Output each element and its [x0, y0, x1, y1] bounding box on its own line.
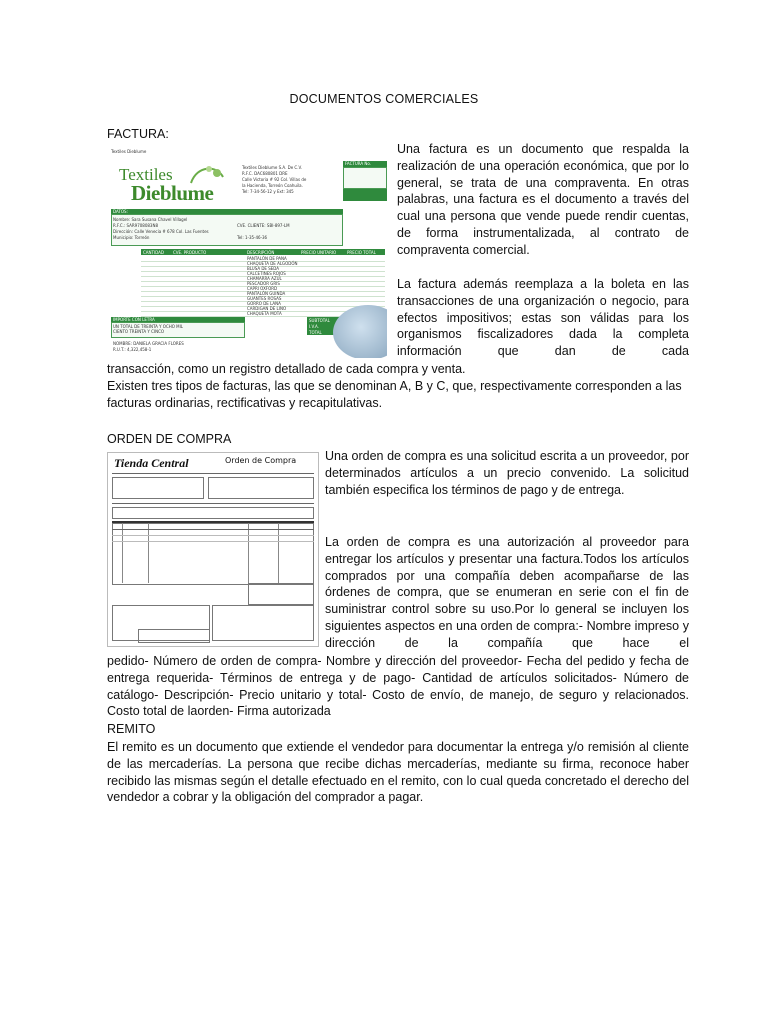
- invoice-nombre-line: NOMBRE: DANIELA GRACIA FLORES: [113, 341, 184, 346]
- invoice-item-description: CHAQUETA MOTA: [247, 311, 282, 316]
- remito-heading: REMITO: [107, 722, 156, 736]
- factura-paragraph-2a: La factura además reemplaza a la boleta en las transacciones de una organización o negocio, para efectos impositivos; estas son válidas para los organismos fiscalizadores dada la completa información que dan de cada: [397, 277, 689, 359]
- invoice-col-descripcion: DESCRIPCIÓN: [247, 250, 275, 255]
- invoice-col-precio: PRECIO UNITARIO: [301, 250, 337, 255]
- orden-paragraph-2a: La orden de compra es una autorización al proveedor para entregar los artículos y presentar una factura.Todos los artículos comprados por una compañía deben acompañarse de las órdenes de compra, que se enumeran en serie con el fin de suministrar control sobre su uso.Por lo general se incluyen los siguientes aspectos en una orden de compra:- Nombre impreso y dirección de la compañía que hace el: [325, 535, 689, 650]
- remito-paragraph-1: El remito es un documento que extiende el vendedor para documentar la entrega y/o remisión al cliente de las mercaderías. La persona que recibe dichas mercaderías, mediante su firma, reconoce haber recibido las mismas según el detalle efectuado en el remito, con lo cual queda concretado el derecho del vendedor a cobrar y la obligación del comprador a pagar.: [107, 740, 689, 805]
- invoice-importe-label: IMPORTE CON LETRA: [113, 317, 155, 322]
- invoice-item-description: CARDIGAN DE LINO: [247, 306, 287, 311]
- invoice-item-description: PANTALÓN GUINDA: [247, 291, 286, 296]
- invoice-company-line: Textiles Dieblume: [111, 149, 147, 154]
- order-brand: Tienda Central: [114, 456, 189, 470]
- orden-paragraph-1: Una orden de compra es una solicitud escrita a un proveedor, por determinados artículos a un precio convenido. La solicitud también especifica los términos de pago y de entrega.: [325, 449, 689, 497]
- invoice-iva-label: I.V.A.: [309, 324, 319, 329]
- invoice-item-description: PESCADOR GRIS: [247, 281, 280, 286]
- invoice-subtotal-label: SUBTOTAL: [309, 318, 330, 323]
- invoice-item-description: PANTALÓN DE PANA: [247, 256, 287, 261]
- invoice-item-description: CHAQUETA DE ALGODÓN: [247, 261, 298, 266]
- factura-heading: FACTURA:: [107, 127, 169, 141]
- invoice-logo-word1: Textiles: [119, 165, 173, 184]
- orden-paragraph-2b: pedido- Número de orden de compra- Nombre y dirección del proveedor- Fecha del pedido y fecha de entrega requerida- Términos de entrega y de pago- Cantidad de artículos solicitados- Número de catálogo- Descripción- Precio unitario y total- Costo de envío, de manejo, de seguro y relacionados. Costo total de laorden- Firma autorizada: [107, 654, 689, 719]
- invoice-logo-word2: Dieblume: [131, 181, 214, 205]
- invoice-col-producto: CVE. PRODUCTO: [173, 250, 207, 255]
- invoice-header-info: Textiles Dieblume S.A. De C.V.: [242, 165, 302, 170]
- invoice-item-description: GORRO DE LANA: [247, 301, 281, 306]
- invoice-item-description: BLUSA DE SEDA: [247, 266, 280, 271]
- invoice-total-label: TOTAL: [309, 330, 322, 335]
- flower-logo-icon: [187, 163, 227, 189]
- invoice-image: Textiles Dieblume Textiles Dieblume Textiles Dieblume S.A. De C.V. R.F.C. DAC680801 DRE Calle Victoria # 92 Col. Villas de la Hacienda, Torreón Coahuila. Tel: 7-34-56-12 y Ext: 345 FACTURA No. DATOS: Nombre: Sara Susana Chavel Villagel R.F.C.: SAR9708083N8 Dirección: Calle Venecia # 678 Col. Las Fuentes Municipio: Torreón CVE. CLIENTE: SBI-897-LM Tel: 1-35-46-36 CANTIDAD CVE. PRODUCTO DESCRIPCIÓN PRECIO UNITARIO PRECIO TOTAL PANTALÓN DE PANA CHAQUETA DE ALGODÓN BLUSA DE SEDA CALCETINES ROJOS CHAMARRA AZUL PESCADOR GRIS CAPRI OXFORD PANTALÓN GUINDA GUANTES ROSAS GORRO DE LANA CARDIGAN DE LINO CHAQUETA MOTA IMPORTE CON LETRA UN TOTAL DE TREINTA Y OCHO MIL CIENTO TREINTA Y CINCO SUBTOTAL I.V.A. TOTAL NOMBRE: DANIELA GRACIA FLORES R.U.T.: 4,322,458-1: [107, 145, 387, 358]
- invoice-col-cantidad: CANTIDAD: [143, 250, 164, 255]
- orden-heading: ORDEN DE COMPRA: [107, 432, 232, 446]
- invoice-item-description: CALCETINES ROJOS: [247, 271, 286, 276]
- invoice-col-total: PRECIO TOTAL: [347, 250, 376, 255]
- invoice-item-description: CAPRI OXFORD: [247, 286, 278, 291]
- factura-paragraph-1: Una factura es un documento que respalda la realización de una operación económica, que por lo general, se trata de una compraventa. En otras palabras, una factura es el documento a través del cual una persona que vende puede rendir cuentas, de forma instrumentalizada, al contrato de compraventa comercial.: [397, 142, 689, 257]
- order-title: Orden de Compra: [225, 456, 297, 465]
- page-title: DOCUMENTOS COMERCIALES: [289, 92, 479, 106]
- factura-paragraph-2b: transacción, como un registro detallado de cada compra y venta.: [107, 362, 466, 376]
- order-image: [107, 452, 319, 647]
- invoice-factura-label: FACTURA No.: [345, 161, 372, 166]
- invoice-item-description: CHAMARRA AZUL: [247, 276, 282, 281]
- invoice-datos-label: DATOS:: [113, 209, 128, 214]
- invoice-item-description: GUANTES ROSAS: [247, 296, 282, 301]
- factura-paragraph-3: Existen tres tipos de facturas, las que se denominan A, B y C, que, respectivamente corresponden a las facturas ordinarias, rectificativas y recapitulativas.: [107, 379, 682, 410]
